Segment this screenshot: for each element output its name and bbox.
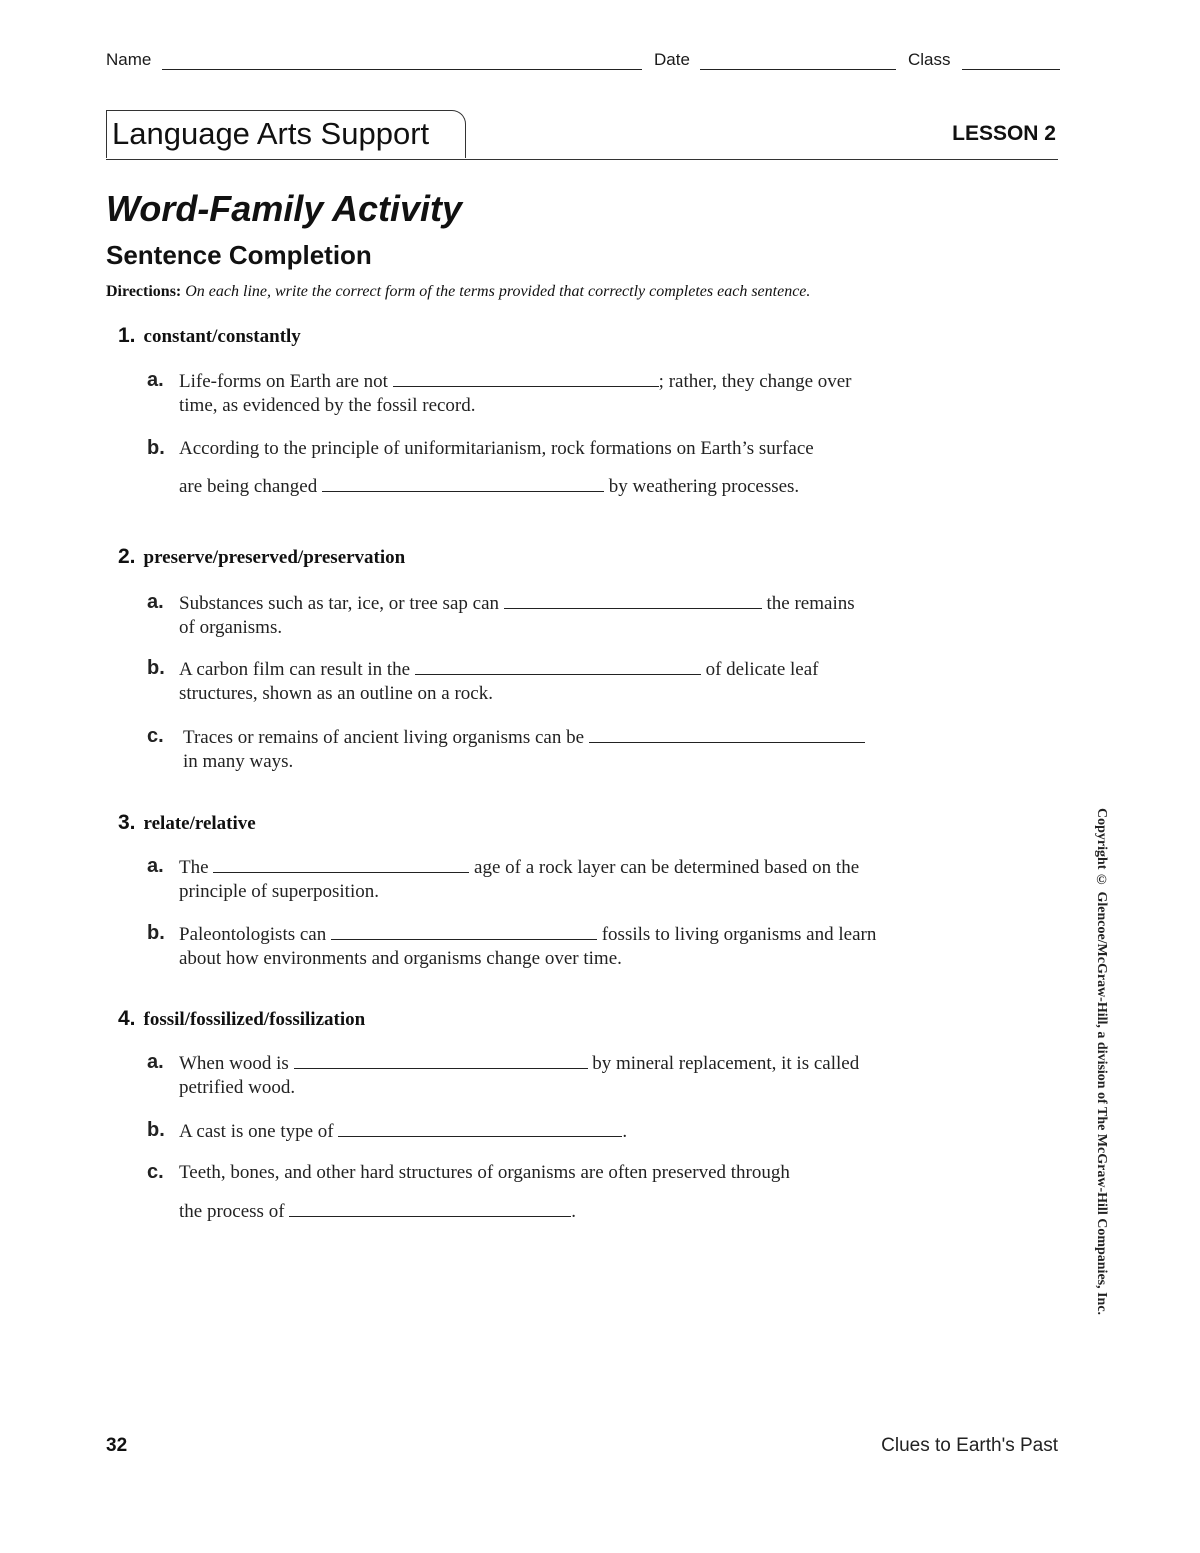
- student-info-line: [106, 50, 1060, 74]
- answer-blank[interactable]: [504, 590, 762, 609]
- item-text: about how environments and organisms change over time.: [179, 948, 622, 969]
- question-terms: fossil/fossilized/fossilization: [143, 1009, 366, 1030]
- item-text: by mineral replacement, it is called: [592, 1053, 860, 1074]
- item-letter: b.: [147, 922, 165, 944]
- item-text: time, as evidenced by the fossil record.: [179, 395, 476, 416]
- directions: [106, 283, 810, 301]
- item-letter: a.: [147, 855, 164, 877]
- question-number: 3.: [118, 811, 136, 834]
- question-number: 2.: [118, 545, 136, 568]
- directions-text: On each line, write the correct form of the terms provided that correctly completes each sentence.: [185, 283, 811, 300]
- answer-blank[interactable]: [289, 1198, 571, 1217]
- item-text: of delicate leaf: [705, 659, 819, 680]
- banner-divider: [106, 159, 1058, 160]
- item-text: the process of: [179, 1201, 285, 1222]
- name-field[interactable]: [162, 69, 642, 70]
- item-text: structures, shown as an outline on a rock.: [179, 683, 493, 704]
- item-text: .: [571, 1201, 577, 1222]
- item-text: Teeth, bones, and other hard structures of organisms are often preserved through: [179, 1162, 790, 1183]
- item-text: ; rather, they change over: [658, 371, 852, 392]
- question-terms: relate/relative: [143, 813, 256, 834]
- item-letter: a.: [147, 1051, 164, 1073]
- item-text: fossils to living organisms and learn: [601, 924, 877, 945]
- book-title: Clues to Earth's Past: [881, 1435, 1058, 1456]
- copyright-notice: Copyright © Glencoe/McGraw-Hill, a division of The McGraw-Hill Companies, Inc.: [1094, 808, 1109, 1316]
- question-3: [118, 811, 256, 835]
- item-letter: c.: [147, 725, 164, 747]
- item-text: When wood is: [179, 1053, 289, 1074]
- answer-blank[interactable]: [589, 724, 865, 743]
- question-terms: preserve/preserved/preservation: [143, 547, 406, 568]
- item-text: of organisms.: [179, 617, 283, 638]
- answer-blank[interactable]: [294, 1050, 588, 1069]
- item-text: Substances such as tar, ice, or tree sap can: [179, 593, 500, 614]
- directions-label: Directions:: [106, 283, 182, 300]
- item-text: are being changed: [179, 476, 318, 497]
- item-text: Traces or remains of ancient living organisms can be: [183, 727, 585, 748]
- item-text: the remains: [766, 593, 855, 614]
- item-text: .: [622, 1121, 628, 1142]
- item-letter: a.: [147, 369, 164, 391]
- answer-blank[interactable]: [213, 854, 469, 873]
- question-number: 4.: [118, 1007, 136, 1030]
- date-label: Date: [654, 50, 690, 69]
- answer-blank[interactable]: [415, 656, 701, 675]
- question-terms: constant/constantly: [143, 326, 301, 347]
- page-number: 32: [106, 1435, 128, 1456]
- question-4: [118, 1007, 365, 1031]
- answer-blank[interactable]: [331, 921, 597, 940]
- class-field[interactable]: [962, 69, 1060, 70]
- item-letter: b.: [147, 657, 165, 679]
- banner-title: Language Arts Support: [112, 116, 430, 151]
- section-title: Sentence Completion: [106, 240, 372, 270]
- answer-blank[interactable]: [322, 473, 604, 492]
- item-text: petrified wood.: [179, 1077, 296, 1098]
- item-letter: a.: [147, 591, 164, 613]
- activity-title: Word-Family Activity: [106, 188, 463, 229]
- item-text: age of a rock layer can be determined based on the: [474, 857, 860, 878]
- date-field[interactable]: [700, 69, 896, 70]
- item-text: The: [179, 857, 209, 878]
- item-text: A cast is one type of: [179, 1121, 334, 1142]
- answer-blank[interactable]: [338, 1118, 622, 1137]
- question-number: 1.: [118, 324, 136, 347]
- item-letter: b.: [147, 437, 165, 459]
- item-text: in many ways.: [183, 751, 294, 772]
- question-1: [118, 324, 301, 348]
- lesson-label: LESSON 2: [952, 122, 1056, 145]
- name-label: Name: [106, 50, 152, 69]
- item-text: principle of superposition.: [179, 881, 379, 902]
- item-text: A carbon film can result in the: [179, 659, 411, 680]
- item-letter: b.: [147, 1119, 165, 1141]
- question-2: [118, 545, 405, 569]
- item-letter: c.: [147, 1161, 164, 1183]
- item-text: by weathering processes.: [608, 476, 800, 497]
- item-text: Paleontologists can: [179, 924, 327, 945]
- section-banner: [106, 108, 1058, 160]
- answer-blank[interactable]: [393, 368, 659, 387]
- item-text: Life-forms on Earth are not: [179, 371, 388, 392]
- item-text: According to the principle of uniformitarianism, rock formations on Earth’s surface: [179, 438, 814, 459]
- class-label: Class: [908, 50, 951, 69]
